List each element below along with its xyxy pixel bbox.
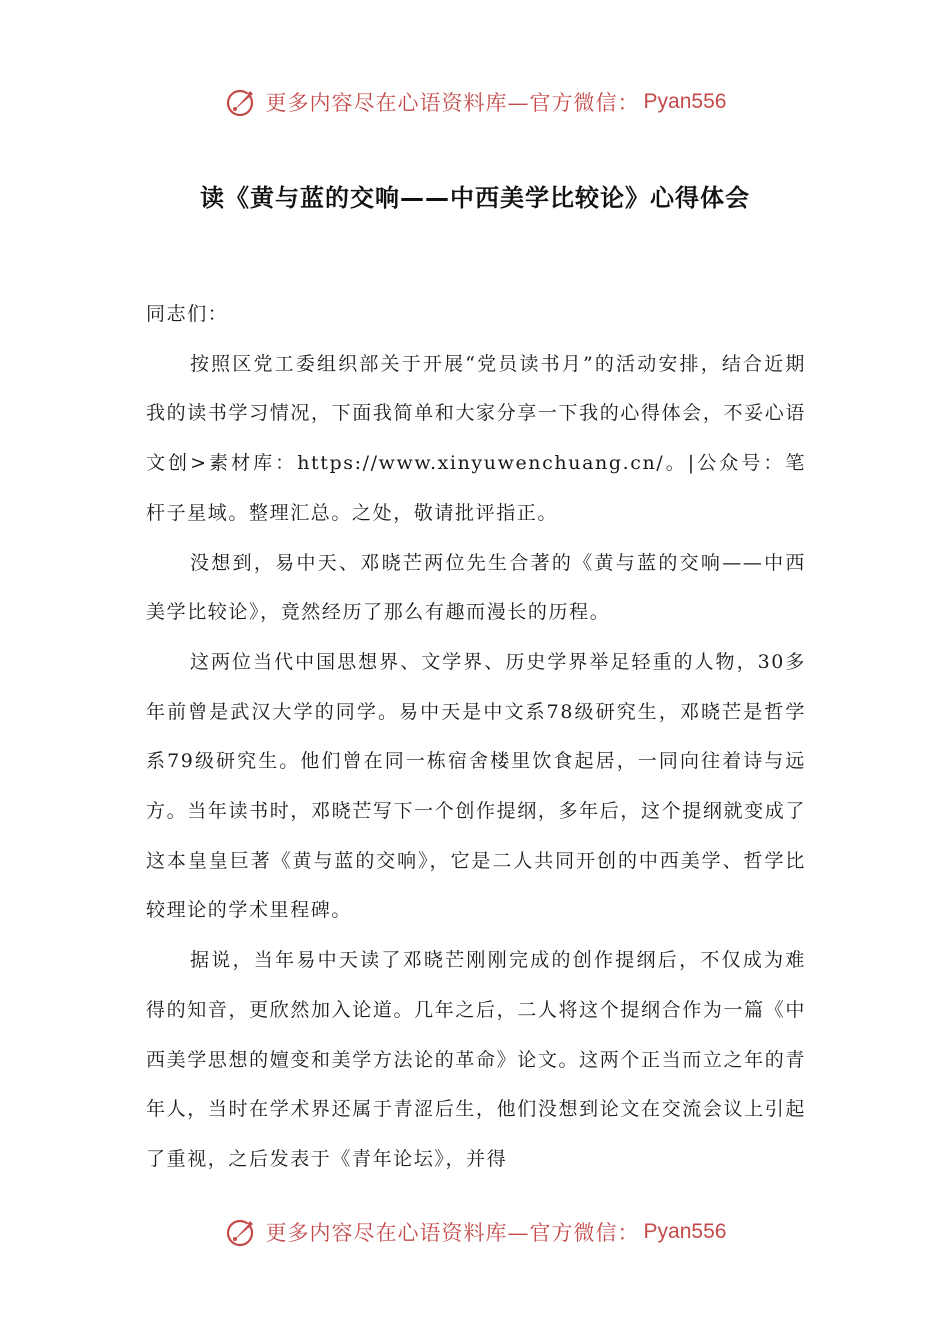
- header-watermark: [0, 82, 950, 122]
- paragraph: 据说，当年易中天读了邓晓芒刚刚完成的创作提纲后，不仅成为难得的知音，更欣然加入论道。几年之后，二人将这个提纲合作为一篇《中西美学思想的嬗变和美学方法论的革命》论文。这两个正当而立之年的青年人，当时在学术界还属于青涩后生，他们没想到论文在交流会议上引起了重视，之后发表于《青年论坛》，并得: [146, 949, 806, 1170]
- footer-watermark: [0, 1212, 950, 1252]
- watermark-text: 更多内容尽在心语资料库—官方微信：: [265, 1221, 640, 1245]
- paragraph: 按照区党工委组织部关于开展“党员读书月”的活动安排，结合近期我的读书学习情况，下面我简单和大家分享一下我的心得体会，不妥心语文创>素材库：https://www.xinyuwenchuang.cn/。|公众号：笔杆子星域。整理汇总。之处，敬请批评指正。: [146, 352, 806, 524]
- watermark-wechat-id: Pyan556: [643, 1220, 727, 1243]
- watermark-wechat-id: Pyan556: [643, 90, 727, 113]
- document-body: [146, 290, 806, 1185]
- salutation: 同志们：: [146, 303, 229, 325]
- paragraph: 这两位当代中国思想界、文学界、历史学界举足轻重的人物，30多年前曾是武汉大学的同学。易中天是中文系78级研究生，邓晓芒是哲学系79级研究生。他们曾在同一栋宿舍楼里饮食起居，一同向往着诗与远方。当年读书时，邓晓芒写下一个创作提纲，多年后，这个提纲就变成了这本皇皇巨著《黄与蓝的交响》，它是二人共同开创的中西美学、哲学比较理论的学术里程碑。: [146, 650, 806, 922]
- watermark-text: 更多内容尽在心语资料库—官方微信：: [265, 91, 640, 115]
- document-title: 读《黄与蓝的交响——中西美学比较论》心得体会: [200, 184, 750, 212]
- quill-pen-circle-icon: [224, 85, 258, 119]
- quill-pen-circle-icon: [224, 1215, 258, 1249]
- paragraph: 没想到，易中天、邓晓芒两位先生合著的《黄与蓝的交响——中西美学比较论》，竟然经历了那么有趣而漫长的历程。: [146, 551, 806, 624]
